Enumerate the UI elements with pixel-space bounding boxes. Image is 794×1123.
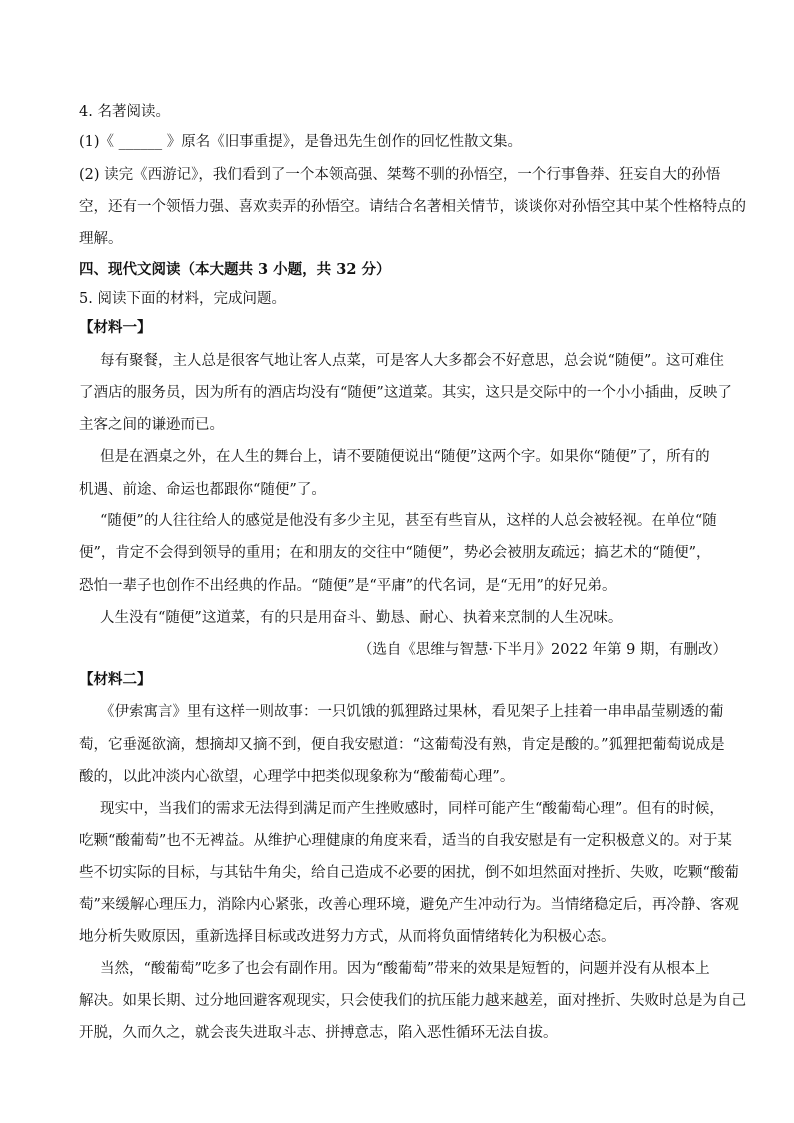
material-1-line: 恐怕一辈子也创作不出经典的作品。“随便”是“平庸”的代名词，是“无用”的好兄弟。 [79,578,617,594]
material-1-line: 了酒店的服务员，因为所有的酒店均没有“随便”这道菜。其实，这只是交际中的一个小小插曲，反映了 [79,385,732,401]
material-2-line: 吃颗“酸葡萄”也不无裨益。从维护心理健康的角度来看，适当的自我安慰是有一定积极意义的。对于某 [79,833,732,849]
material-2-line: 酸的，以此冲淡内心欲望，心理学中把类似现象称为“酸葡萄心理”。 [79,769,515,785]
material-1-label: 【材料一】 [79,319,152,336]
question-4-part-2-line-2: 空，还有一个领悟力强、喜欢卖弄的孙悟空。请结合名著相关情节，谈谈你对孙悟空其中某个性格特点的 [79,199,746,215]
material-2-label: 【材料二】 [79,671,152,688]
material-2-line: 开脱，久而久之，就会丧失进取斗志、拼搏意志，陷入恶性循环无法自拔。 [79,1025,558,1041]
material-2-line: 萄”来缓解心理压力，消除内心紧张，改善心理环境，避免产生冲动行为。当情绪稳定后，再冷静、客观 [79,897,739,913]
material-2-line: 些不切实际的目标，与其钻牛角尖，给自己造成不必要的困扰，倒不如坦然面对挫折、失败，吃颗“酸葡 [79,865,739,881]
material-1-line: 机遇、前途、命运也都跟你“随便”了。 [79,482,326,498]
question-4-part-2-line-3: 理解。 [79,231,123,247]
material-1-line: “随便”的人往往给人的感觉是他没有多少主见，甚至有些盲从，这样的人总会被轻视。在单位“随 [100,513,717,529]
material-1-line: 主客之间的谦逊而已。 [79,417,224,433]
question-4-title: 4. 名著阅读。 [79,104,170,120]
material-1-line: 但是在酒桌之外，在人生的舞台上，请不要随便说出“随便”这两个字。如果你“随便”了，所有的 [100,449,710,465]
section-4-heading: 四、现代文阅读（本大题共 3 小题，共 32 分） [79,261,391,278]
question-5-title: 5. 阅读下面的材料，完成问题。 [79,291,286,307]
question-4-part-2-line-1: (2) 读完《西游记》，我们看到了一个本领高强、桀骜不驯的孙悟空，一个行事鲁莽、狂妄自大的孙悟 [79,167,721,183]
material-2-line: 现实中，当我们的需求无法得到满足而产生挫败感时，同样可能产生“酸葡萄心理”。但有的时候， [100,801,724,817]
material-1-source: （选自《思维与智慧·下半月》2022 年第 9 期，有删改） [357,642,727,658]
material-2-line: 萄，它垂涎欲滴，想摘却又摘不到，便自我安慰道：“这葡萄没有熟，肯定是酸的。”狐狸把葡萄说成是 [79,737,725,753]
question-4-part-1: (1)《 ______ 》原名《旧事重提》，是鲁迅先生创作的回忆性散文集。 [79,134,523,150]
material-1-line: 每有聚餐，主人总是很客气地让客人点菜，可是客人大多都会不好意思，总会说“随便”。这可难住 [100,353,724,369]
material-2-line: 解决。如果长期、过分地回避客观现实，只会使我们的抗压能力越来越差，面对挫折、失败时总是为自己 [79,993,746,1009]
material-2-line: 《伊索寓言》里有这样一则故事：一只饥饿的狐狸路过果林，看见架子上挂着一串串晶莹剔透的葡 [100,704,724,720]
material-1-line: 人生没有“随便”这道菜，有的只是用奋斗、勤恳、耐心、执着来烹制的人生况味。 [100,610,623,626]
material-1-line: 便”，肯定不会得到领导的重用；在和朋友的交往中“随便”，势必会被朋友疏远；搞艺术的“随便”， [79,545,711,561]
material-2-line: 当然，“酸葡萄”吃多了也会有副作用。因为“酸葡萄”带来的效果是短暂的，问题并没有从根本上 [100,961,710,977]
material-2-line: 地分析失败原因，重新选择目标或改进努力方式，从而将负面情绪转化为积极心态。 [79,929,616,945]
